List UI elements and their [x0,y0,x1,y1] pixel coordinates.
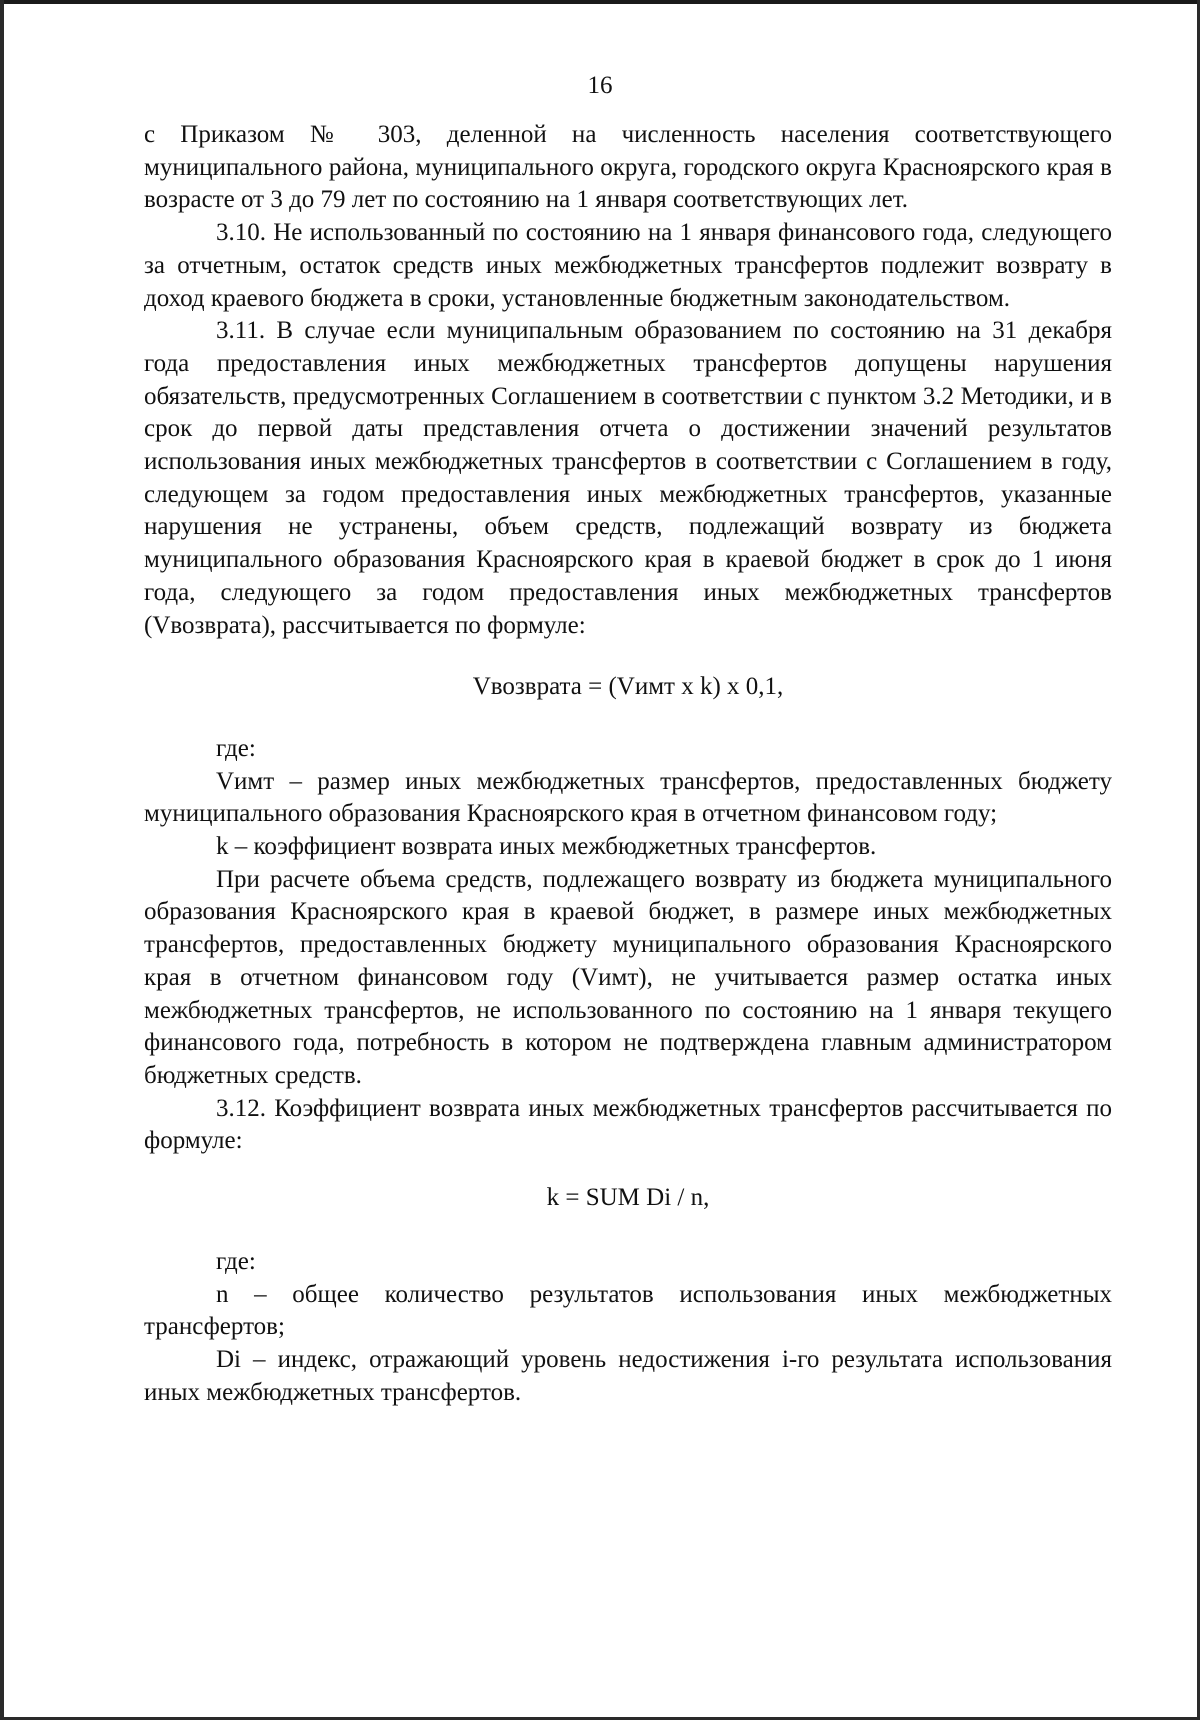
where-label-2: где: [216,1247,256,1275]
definition-di: Di – индекс, отражающий уровень недостижения i-го результата использования иных межбюджетных трансфертов. [144,1345,1112,1406]
definition-vimt: Vимт – размер иных межбюджетных трансфертов, предоставленных бюджету муниципального образования Красноярского края в отчетном финансовом году; [144,767,1112,828]
paragraph-calculation-note: При расчете объема средств, подлежащего возврату из бюджета муниципального образования Красноярского края в краевой бюджет, в размере иных межбюджетных трансфертов, предоставленных бюджету муниципального образования Красноярского края в отчетном финансовом году (Vимт), не учитывается размер остатка иных межбюджетных трансфертов, не использованного по состоянию на 1 января текущего финансового года, потребность в котором не подтверждена главным администратором бюджетных средств. [144,865,1112,1089]
paragraph-3-10: 3.10. Не использованный по состоянию на 1 января финансового года, следующего за отчетным, остаток средств иных межбюджетных трансфертов подлежит возврату в доход краевого бюджета в сроки, установленные бюджетным законодательством. [144,219,1112,312]
formula-return-volume: Vвозврата = (Vимт x k) x 0,1, [472,673,784,701]
formula-coefficient: k = SUM Di / n, [546,1184,710,1212]
scan-border-top [0,0,1200,4]
scan-border-left [0,0,4,1720]
where-label-1: где: [216,734,256,762]
paragraph-intro: с Приказом № 303, деленной на численность населения соответствующего муниципального района, муниципального округа, городского округа Красноярского края в возрасте от 3 до 79 лет по состоянию на 1 января соответствующих лет. [144,121,1112,214]
paragraph-3-11: 3.11. В случае если муниципальным образованием по состоянию на 31 декабря года предоставления иных межбюджетных трансфертов допущены нарушения обязательств, предусмотренных Соглашением в соответствии с пунктом 3.2 Методики, и в срок до первой даты представления отчета о достижении значений результатов использования иных межбюджетных трансфертов в соответствии с Соглашением в году, следующем за годом предоставления иных межбюджетных трансфертов, указанные нарушения не устранены, объем средств, подлежащий возврату из бюджета муниципального образования Красноярского края в краевой бюджет в срок до 1 июня года, следующего за годом предоставления иных межбюджетных трансфертов (Vвозврата), рассчитывается по формуле: [144,317,1112,639]
document-body [144,119,1112,1409]
page-number: 16 [587,72,613,99]
paragraph-3-12: 3.12. Коэффициент возврата иных межбюджетных трансфертов рассчитывается по формуле: [144,1094,1112,1155]
definition-n: n – общее количество результатов использования иных межбюджетных трансфертов; [144,1280,1112,1341]
definition-k: k – коэффициент возврата иных межбюджетных трансфертов. [216,833,877,861]
